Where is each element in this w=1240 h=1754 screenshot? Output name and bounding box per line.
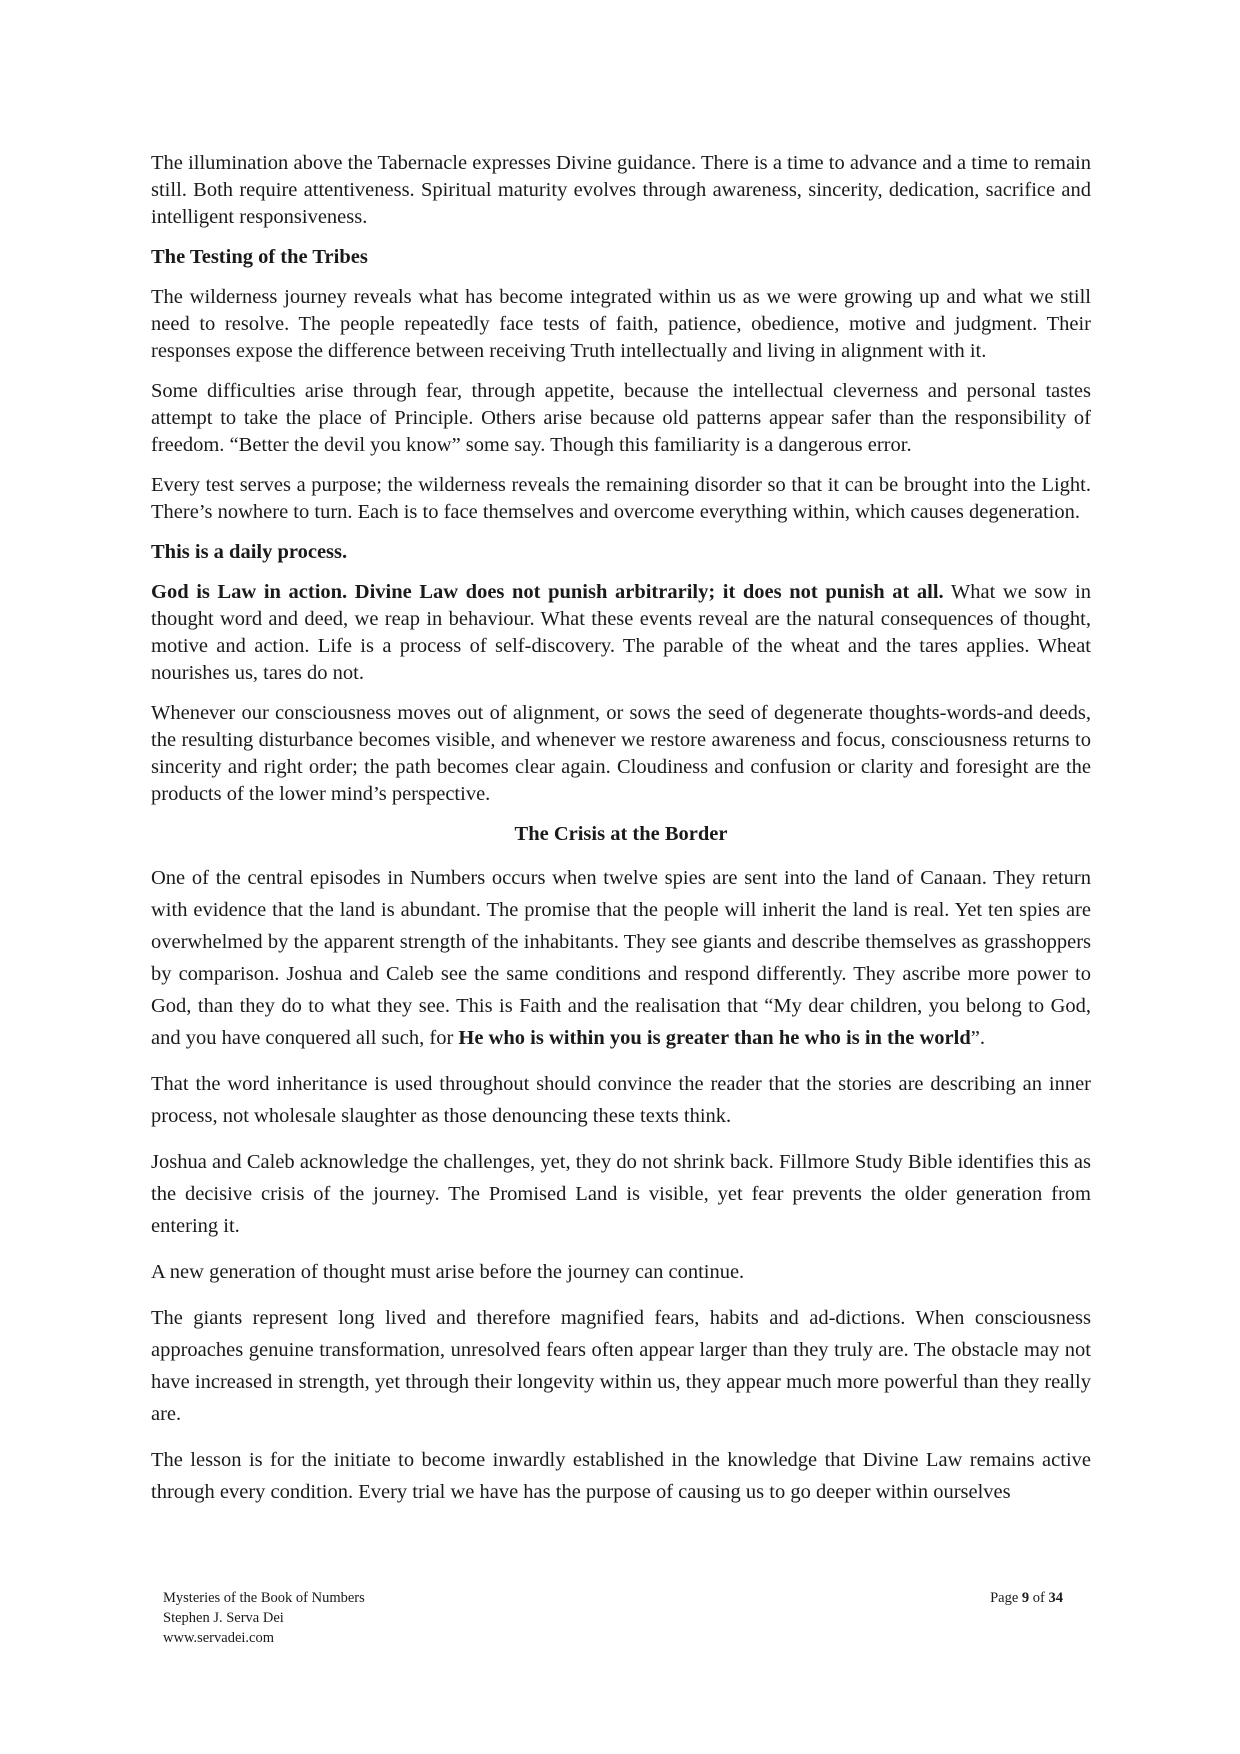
paragraph-difficulties: Some difficulties arise through fear, through appetite, because the intellectual cleverness and personal tastes attempt to take the place of Principle. Others arise because old patterns appear safer than the responsibility of freedom. “Better the devil you know” some say. Though this familiarity is a dangerous error. (151, 380, 1091, 456)
paragraph-every-test: Every test serves a purpose; the wilderness reveals the remaining disorder so that it can be brought into the Light. There’s nowhere to turn. Each is to face themselves and overcome everything within, which causes degeneration. (151, 474, 1091, 523)
paragraph-wilderness-journey: The wilderness journey reveals what has become integrated within us as we were growing up and what we still need to resolve. The people repeatedly face tests of faith, patience, obedience, motive and judgment. Their responses expose the difference between receiving Truth intellectually and living in alignment with it. (151, 286, 1091, 362)
current-page-number: 9 (1021, 1590, 1030, 1606)
paragraph-twelve-spies-end: ”. (970, 1027, 985, 1049)
footer-author: Stephen J. Serva Dei (163, 1610, 284, 1626)
paragraph-twelve-spies (151, 862, 1091, 1054)
footer-book-title: Mysteries of the Book of Numbers (163, 1590, 365, 1606)
emphasis-god-is-law: God is Law in action. Divine Law does not punish arbitrarily; it does not punish at all. (151, 581, 944, 603)
footer-info (163, 1588, 365, 1648)
paragraph-consciousness-alignment: Whenever our consciousness moves out of alignment, or sows the seed of degenerate thoughts-words-and deeds, the resulting disturbance becomes visible, and whenever we restore awareness and focus, consciousness returns to sincerity and right order; the path becomes clear again. Cloudiness and confusion or clarity and foresight are the products of the lower mind’s perspective. (151, 702, 1091, 805)
paragraph-new-generation: A new generation of thought must arise before the journey can continue. (151, 1261, 745, 1283)
section-heading-testing-of-tribes: The Testing of the Tribes (151, 246, 368, 268)
paragraph-god-is-law (151, 579, 1091, 687)
paragraph-inheritance: That the word inheritance is used throughout should convince the reader that the stories are describing an inner process, not wholesale slaughter as those denouncing these texts think. (151, 1073, 1091, 1127)
paragraph-lesson: The lesson is for the initiate to become inwardly established in the knowledge that Divine Law remains active through every condition. Every trial we have has the purpose of causing us to go deeper within ourselves (151, 1449, 1091, 1503)
paragraph-daily-process: This is a daily process. (151, 541, 348, 563)
total-page-count: 34 (1048, 1590, 1063, 1606)
paragraph-tabernacle: The illumination above the Tabernacle expresses Divine guidance. There is a time to advance and a time to remain still. Both require attentiveness. Spiritual maturity evolves through awareness, sincerity, dedication, sacrifice and intelligent responsiveness. (151, 152, 1091, 228)
section-heading-crisis-at-border: The Crisis at the Border (514, 823, 728, 845)
footer-website: www.servadei.com (163, 1630, 274, 1646)
document-body (151, 150, 1091, 1522)
paragraph-giants: The giants represent long lived and therefore magnified fears, habits and ad-dictions. When consciousness approaches genuine transformation, unresolved fears often appear larger than they truly are. The obstacle may not have increased in strength, yet through their longevity within us, they appear much more powerful than they really are. (151, 1307, 1091, 1425)
emphasis-he-who-is-within: He who is within you is greater than he who is in the world (458, 1027, 971, 1049)
paragraph-joshua-caleb: Joshua and Caleb acknowledge the challenges, yet, they do not shrink back. Fillmore Study Bible identifies this as the decisive crisis of the journey. The Promised Land is visible, yet fear prevents the older generation from entering it. (151, 1151, 1091, 1237)
page-of-label: of (1029, 1590, 1049, 1606)
paragraph-god-is-law-rest: What we sow in thought word and deed, we reap in behaviour. What these events reveal are the natural consequences of thought, motive and action. Life is a process of self-discovery. The parable of the wheat and the tares applies. Wheat nourishes us, tares do not. (151, 581, 1092, 684)
page-number-indicator (990, 1588, 1063, 1608)
paragraph-twelve-spies-start: One of the central episodes in Numbers occurs when twelve spies are sent into the land of Canaan. They return with evidence that the land is abundant. The promise that the people will inherit the land is real. Yet ten spies are overwhelmed by the apparent strength of the inhabitants. They see giants and describe themselves as grasshoppers by comparison. Joshua and Caleb see the same conditions and respond differently. They ascribe more power to God, than they do to what they see. This is Faith and the realisation that “My dear children, you belong to God, and you have conquered all such, for (151, 867, 1091, 1049)
page-label: Page (990, 1590, 1022, 1606)
